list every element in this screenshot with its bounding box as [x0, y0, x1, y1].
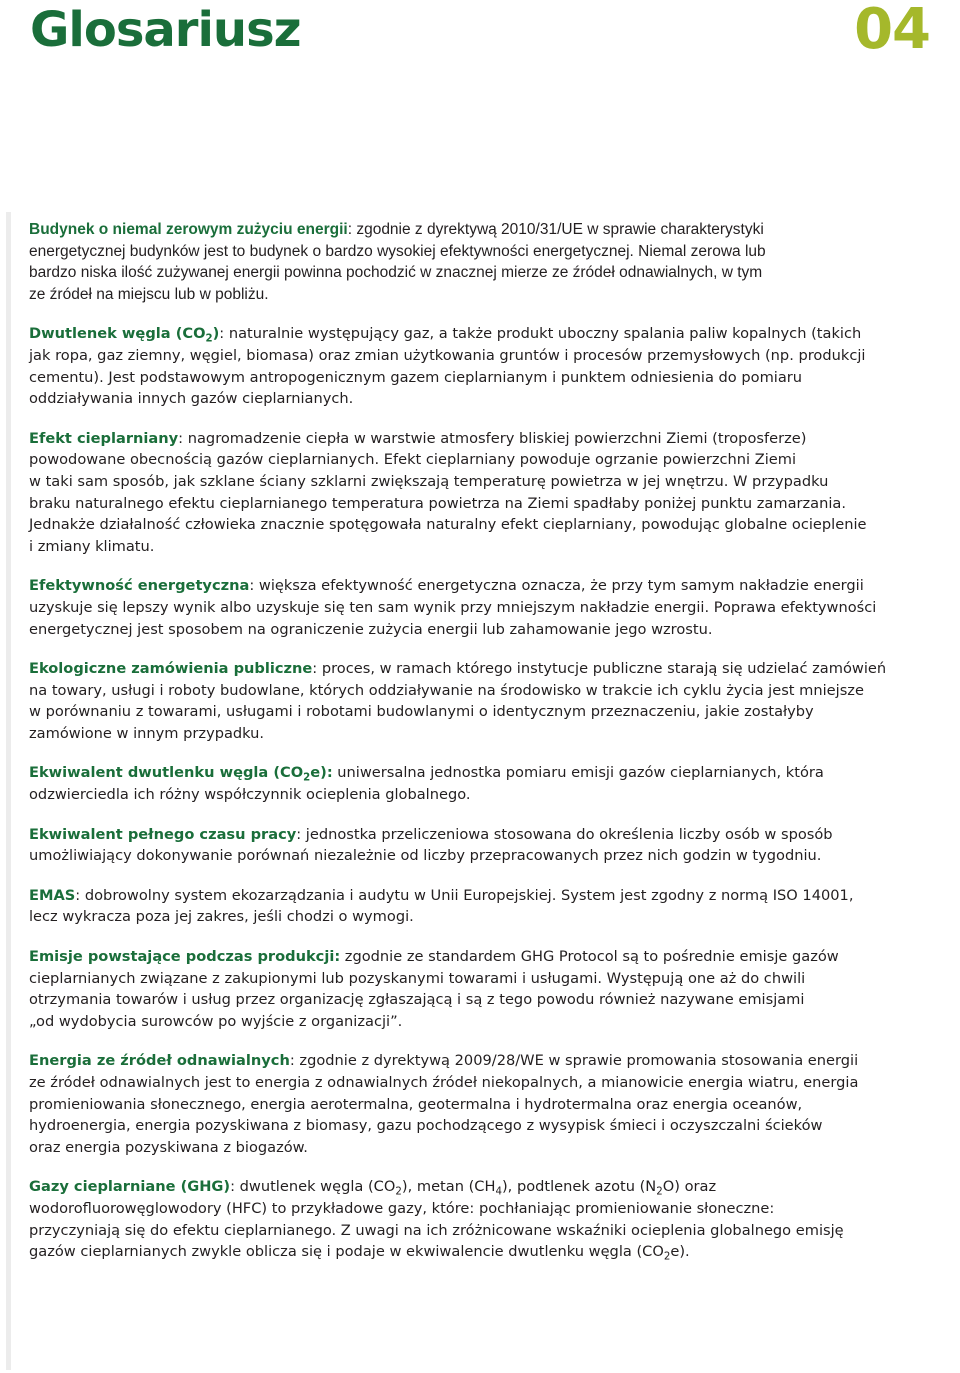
glossary-definition: dwutlenek węgla (CO [235, 1178, 396, 1196]
glossary-definition: dobrowolny system ekozarządzania i audytu w Unii Europejskiej. System jest zgodny z normą ISO 14001, lecz wykracza poza jej zakres, jeśli chodzi o wymogi. [29, 886, 854, 926]
glossary-entry-gazy-cieplarniane [29, 1176, 957, 1262]
term-separator: : [312, 660, 318, 678]
glossary-list [29, 219, 957, 1281]
subscript: 4 [495, 1186, 502, 1198]
term-separator: : [178, 429, 184, 447]
glossary-definition: jednostka przeliczeniowa stosowana do określenia liczby osób w sposób umożliwiający dokonywanie porównań niezależnie od liczby przepracowanych przez nich godzin w tygodniu. [29, 825, 833, 865]
glossary-definition: naturalnie występujący gaz, a także produkt uboczny spalania paliw kopalnych (takich jak ropa, gaz ziemny, węgiel, biomasa) oraz zmian użytkowania gruntów i procesów przemysłowych (np. produkcji cementu). Jest podstawowym antropogenicznym gazem cieplarnianym i punktem odniesienia do pomiaru oddziaływania innych gazów cieplarnianych. [29, 325, 866, 408]
side-rule [6, 212, 11, 1370]
glossary-term: Ekwiwalent pełnego czasu pracy [29, 825, 297, 843]
glossary-entry-ekwiwalent-etatu [29, 824, 957, 867]
glossary-definition: zgodnie z dyrektywą 2010/31/UE w sprawie charakterystyki energetycznej budynków jest to budynek o bardzo wysokiej efektywności energetycznej. Niemal zerowa lub bardzo niska ilość zużywanej energii powinna pochodzić w znacznej mierze ze źródeł odnawialnych, w tym ze źródeł na miejscu lub w pobliżu. [29, 221, 766, 303]
glossary-definition: O) oraz wodorofluorowęglowodory (HFC) to przykładowe gazy, które: pochłaniając promieniowanie słoneczne: przyczyniają się do efektu cieplarnianego. Z uwagi na ich zróżnicowane wskaźniki ocieplenia globalnego emisję gazów cieplarnianych zwykle oblicza się i podaje w ekwiwalencie dwutlenku węgla (CO [29, 1178, 844, 1261]
page-header [0, 0, 960, 60]
page-title: Glosariusz [30, 2, 301, 58]
glossary-term: Emisje powstające podczas produkcji: [29, 948, 341, 966]
glossary-definition: nagromadzenie ciepła w warstwie atmosfery bliskiej powierzchni Ziemi (troposferze) powodowane obecnością gazów cieplarnianych. Efekt cieplarniany powoduje ogrzanie powierzchni Ziemi w taki sam sposób, jak szklane ściany szklarni zwiększają temperaturę powietrza w jej wnętrzu. W przypadku braku naturalnego efektu cieplarnianego temperatura powietrza na Ziemi spadłaby poniżej punktu zamarzania. Jednakże działalność człowieka znacznie spotęgowała naturalny efekt cieplarniany, powodując globalne ocieplenie i zmiany klimatu. [29, 429, 867, 555]
glossary-term-suffix: ) [212, 325, 220, 343]
glossary-term: Energia ze źródeł odnawialnych [29, 1052, 290, 1070]
glossary-entry-energia-oze [29, 1050, 957, 1158]
glossary-term: Ekwiwalent dwutlenku węgla (CO [29, 764, 304, 782]
term-separator: : [230, 1178, 235, 1196]
subscript: 2 [663, 1251, 671, 1263]
glossary-term: Dwutlenek węgla (CO [29, 325, 206, 343]
glossary-term: Efekt cieplarniany [29, 429, 179, 447]
term-separator: : [75, 886, 81, 904]
glossary-term: EMAS [29, 886, 76, 904]
glossary-definition: ), podtlenek azotu (N [501, 1178, 657, 1196]
subscript: 2 [395, 1186, 402, 1198]
term-separator: : [296, 825, 302, 843]
glossary-definition: większa efektywność energetyczna oznacza, że przy tym samym nakładzie energii uzyskuje się lepszy wynik albo uzyskuje się ten sam wynik przy mniejszym nakładzie energii. Poprawa efektywności energetycznej jest sposobem na ograniczenie zużycia energii lub zahamowanie jego wzrostu. [29, 577, 877, 638]
glossary-term: Ekologiczne zamówienia publiczne [29, 660, 313, 678]
glossary-definition: zgodnie ze standardem GHG Protocol są to pośrednie emisje gazów cieplarnianych związane z zakupionymi lub pozyskanymi towarami i usługami. Występują one aż do chwili otrzymania towarów i usług przez organizację zgłaszającą i są z tego powodu również nazywane emisjami „od wydobycia surowców po wyjście z organizacji”. [29, 948, 839, 1030]
glossary-entry-dwutlenek-wegla [29, 323, 957, 409]
glossary-definition: uniwersalna jednostka pomiaru emisji gazów cieplarnianych, która odzwierciedla ich różny współczynnik ocieplenia globalnego. [29, 764, 824, 804]
term-separator: : [219, 325, 225, 343]
glossary-entry-ekologiczne-zamowienia [29, 658, 957, 744]
glossary-term: Efektywność energetyczna [29, 577, 250, 595]
glossary-definition: zgodnie z dyrektywą 2009/28/WE w sprawie promowania stosowania energii ze źródeł odnawialnych jest to energia z odnawialnych źródeł niekopalnych, a mianowicie energia wiatru, energia promieniowania słonecznego, energia aerotermalna, geotermalna i hydrotermalna oraz energia oceanów, hydroenergia, energia pozyskiwana z biomasy, gazu pochodzącego z wysypisk śmieci i oczyszczalni ścieków oraz energia pozyskiwana z biogazów. [29, 1052, 859, 1156]
subscript: 2 [656, 1186, 663, 1198]
term-separator: : [289, 1052, 295, 1070]
glossary-definition: proces, w ramach którego instytucje publiczne starają się udzielać zamówień na towary, usługi i roboty budowlane, których oddziaływanie na środowisko w trakcie ich cyklu życia jest mniejsze w porównaniu z towarami, usługami i robotami budowlanymi o identycznym przeznaczeniu, jakie zostałyby zamówione w innym przypadku. [29, 660, 887, 742]
page-number: 04 [854, 0, 930, 62]
glossary-entry-budynek [29, 219, 957, 305]
subscript: 2 [205, 333, 213, 345]
glossary-entry-ekwiwalent-co2 [29, 762, 957, 805]
glossary-entry-emisje-produkcji [29, 946, 957, 1032]
term-separator: : [347, 221, 353, 238]
glossary-term-suffix: e): [310, 764, 333, 782]
term-separator: : [249, 577, 255, 595]
glossary-entry-efekt-cieplarniany [29, 428, 957, 558]
glossary-entry-emas [29, 885, 957, 928]
glossary-definition: e). [670, 1243, 690, 1261]
glossary-entry-efektywnosc-energetyczna [29, 575, 957, 640]
subscript: 2 [303, 773, 311, 785]
glossary-term: Budynek o niemal zerowym zużyciu energii [29, 221, 348, 238]
glossary-term: Gazy cieplarniane (GHG) [29, 1178, 231, 1196]
glossary-definition: ), metan (CH [401, 1178, 496, 1196]
